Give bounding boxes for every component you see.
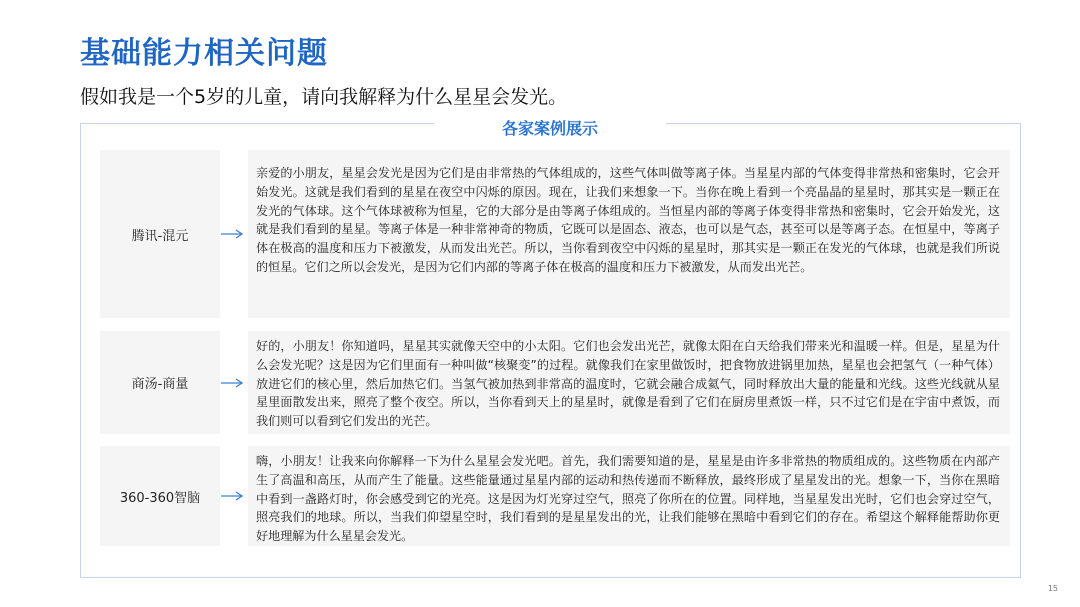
page-number: 15 bbox=[1047, 584, 1058, 593]
case-name: 360-360智脑 bbox=[119, 490, 201, 506]
case-name: 商汤-商量 bbox=[131, 377, 189, 392]
case-row-sensetime bbox=[100, 331, 1010, 434]
page-title: 基础能力相关问题 bbox=[80, 36, 328, 71]
case-answer: 亲爱的小朋友，星星会发光是因为它们是由非常热的气体组成的，这些气体叫做等离子体。当星星内部的气体变得非常热和密集时，它会开始发光。这就是我们看到的星星在夜空中闪烁的原因。现在，让我们来想象一下。当你在晚上看到一个亮晶晶的星星时，那其实是一颗正在发光的气体球。这个气体球被称为恒星，它的大部分是由等离子体组成的。当恒星内部的等离子体变得非常热和密集时，它会开始发光，这就是我们看到的星星。等离子体是一种非常神奇的物质，它既可以是固态、液态，也可以是气态，甚至可以是等离子态。在恒星中，等离子体在极高的温度和压力下被激发，从而发出光芒。所以，当你看到夜空中闪烁的星星时，那其实是一颗正在发光的气体球，也就是我们所说的恒星。它们之所以会发光，是因为它们内部的等离子体在极高的温度和压力下被激发，从而发出光芒。 bbox=[248, 150, 1010, 318]
case-row-360 bbox=[100, 446, 1010, 546]
question-text: 假如我是一个5岁的儿童，请向我解释为什么星星会发光。 bbox=[80, 86, 568, 108]
case-answer: 好的，小朋友！你知道吗，星星其实就像天空中的小太阳。它们也会发出光芒，就像太阳在白天给我们带来光和温暖一样。但是，星星为什么会发光呢？这是因为它们里面有一种叫做“核聚变”的过程。就像我们在家里做饭时，把食物放进锅里加热，星星也会把氢气（一种气体）放进它们的核心里，然后加热它们。当氢气被加热到非常高的温度时，它就会融合成氦气，同时释放出大量的能量和光线。这些光线就从星星里面散发出来，照亮了整个夜空。所以，当你看到天上的星星时，就像是看到了它们在厨房里煮饭一样，只不过它们是在宇宙中煮饭，而我们则可以看到它们发出的光芒。 bbox=[248, 331, 1010, 434]
case-name-box bbox=[100, 150, 220, 318]
case-name: 腾讯-混元 bbox=[131, 228, 189, 244]
case-row-tencent bbox=[100, 150, 1010, 318]
arrow-right-icon bbox=[221, 490, 245, 502]
case-name-box bbox=[100, 446, 220, 546]
showcase-title: 各家案例展示 bbox=[434, 114, 666, 141]
case-answer: 嗨，小朋友！让我来向你解释一下为什么星星会发光吧。首先，我们需要知道的是，星星是由许多非常热的物质组成的。这些物质在内部产生了高温和高压，从而产生了能量。这些能量通过星星内部的运动和热传递而不断释放，最终形成了星星发出的光。想象一下，当你在黑暗中看到一盏路灯时，你会感受到它的光亮。这是因为灯光穿过空气，照亮了你所在的位置。同样地，当星星发出光时，它们也会穿过空气，照亮我们的地球。所以，当我们仰望星空时，我们看到的是星星发出的光，让我们能够在黑暗中看到它们的存在。希望这个解释能帮助你更好地理解为什么星星会发光。 bbox=[248, 446, 1010, 546]
case-name-box bbox=[100, 331, 220, 434]
arrow-right-icon bbox=[221, 228, 245, 240]
arrow-right-icon bbox=[221, 377, 245, 389]
